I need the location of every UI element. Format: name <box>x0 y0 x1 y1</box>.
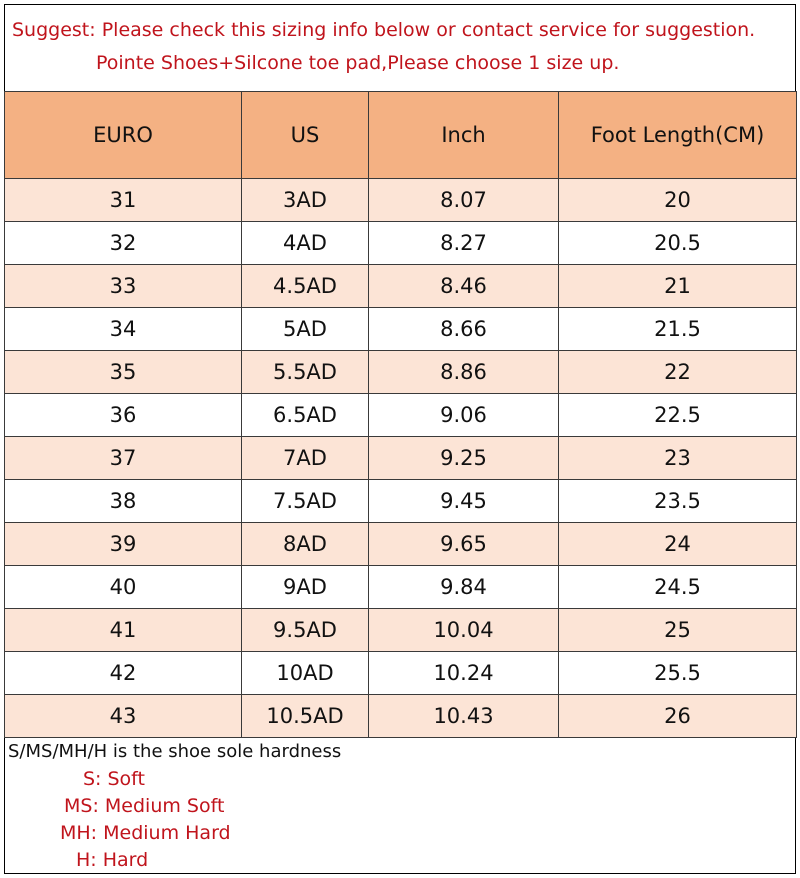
foot-length-cell: 21.5 <box>559 308 797 351</box>
table-row <box>5 308 797 351</box>
us-cell: 5AD <box>242 308 369 351</box>
inch-cell: 10.04 <box>369 609 559 652</box>
header-foot-length: Foot Length(CM) <box>559 92 797 179</box>
inch-cell: 8.66 <box>369 308 559 351</box>
us-cell: 7AD <box>242 437 369 480</box>
inch-cell: 8.46 <box>369 265 559 308</box>
legend-item-soft: S: Soft <box>83 768 145 790</box>
us-cell: 4AD <box>242 222 369 265</box>
table-row <box>5 222 797 265</box>
foot-length-cell: 20 <box>559 179 797 222</box>
table-row <box>5 566 797 609</box>
table-row <box>5 652 797 695</box>
legend-title: S/MS/MH/H is the shoe sole hardness <box>8 741 342 762</box>
euro-cell: 37 <box>5 437 242 480</box>
foot-length-cell: 22.5 <box>559 394 797 437</box>
inch-cell: 9.45 <box>369 480 559 523</box>
euro-cell: 40 <box>5 566 242 609</box>
header-us: US <box>242 92 369 179</box>
foot-length-cell: 23 <box>559 437 797 480</box>
table-row <box>5 523 797 566</box>
foot-length-cell: 25.5 <box>559 652 797 695</box>
euro-cell: 42 <box>5 652 242 695</box>
us-cell: 9.5AD <box>242 609 369 652</box>
foot-length-cell: 23.5 <box>559 480 797 523</box>
us-cell: 10AD <box>242 652 369 695</box>
euro-cell: 39 <box>5 523 242 566</box>
euro-cell: 35 <box>5 351 242 394</box>
us-cell: 6.5AD <box>242 394 369 437</box>
inch-cell: 10.43 <box>369 695 559 738</box>
suggestion-note <box>4 4 796 92</box>
header-inch: Inch <box>369 92 559 179</box>
table-row <box>5 437 797 480</box>
table-header-row <box>5 92 797 179</box>
header-euro: EURO <box>5 92 242 179</box>
foot-length-cell: 22 <box>559 351 797 394</box>
inch-cell: 9.25 <box>369 437 559 480</box>
us-cell: 10.5AD <box>242 695 369 738</box>
us-cell: 5.5AD <box>242 351 369 394</box>
table-row <box>5 265 797 308</box>
us-cell: 4.5AD <box>242 265 369 308</box>
foot-length-cell: 20.5 <box>559 222 797 265</box>
foot-length-cell: 24 <box>559 523 797 566</box>
legend-item-medium-soft: MS: Medium Soft <box>64 795 225 817</box>
inch-cell: 10.24 <box>369 652 559 695</box>
inch-cell: 8.27 <box>369 222 559 265</box>
legend-item-hard: H: Hard <box>76 849 149 871</box>
inch-cell: 9.06 <box>369 394 559 437</box>
inch-cell: 8.86 <box>369 351 559 394</box>
euro-cell: 33 <box>5 265 242 308</box>
inch-cell: 8.07 <box>369 179 559 222</box>
table-row <box>5 351 797 394</box>
table-row <box>5 179 797 222</box>
table-row <box>5 480 797 523</box>
foot-length-cell: 26 <box>559 695 797 738</box>
foot-length-cell: 24.5 <box>559 566 797 609</box>
inch-cell: 9.65 <box>369 523 559 566</box>
euro-cell: 31 <box>5 179 242 222</box>
us-cell: 8AD <box>242 523 369 566</box>
table-row <box>5 695 797 738</box>
legend-item-medium-hard: MH: Medium Hard <box>60 822 231 844</box>
size-table <box>4 91 797 738</box>
table-row <box>5 394 797 437</box>
inch-cell: 9.84 <box>369 566 559 609</box>
us-cell: 7.5AD <box>242 480 369 523</box>
us-cell: 9AD <box>242 566 369 609</box>
suggestion-line-1: Suggest: Please check this sizing info below or contact service for suggestion. <box>12 19 756 41</box>
foot-length-cell: 21 <box>559 265 797 308</box>
suggestion-line-2: Pointe Shoes+Silcone toe pad,Please choose 1 size up. <box>96 52 620 74</box>
euro-cell: 38 <box>5 480 242 523</box>
us-cell: 3AD <box>242 179 369 222</box>
euro-cell: 34 <box>5 308 242 351</box>
euro-cell: 32 <box>5 222 242 265</box>
euro-cell: 43 <box>5 695 242 738</box>
euro-cell: 36 <box>5 394 242 437</box>
table-row <box>5 609 797 652</box>
foot-length-cell: 25 <box>559 609 797 652</box>
euro-cell: 41 <box>5 609 242 652</box>
